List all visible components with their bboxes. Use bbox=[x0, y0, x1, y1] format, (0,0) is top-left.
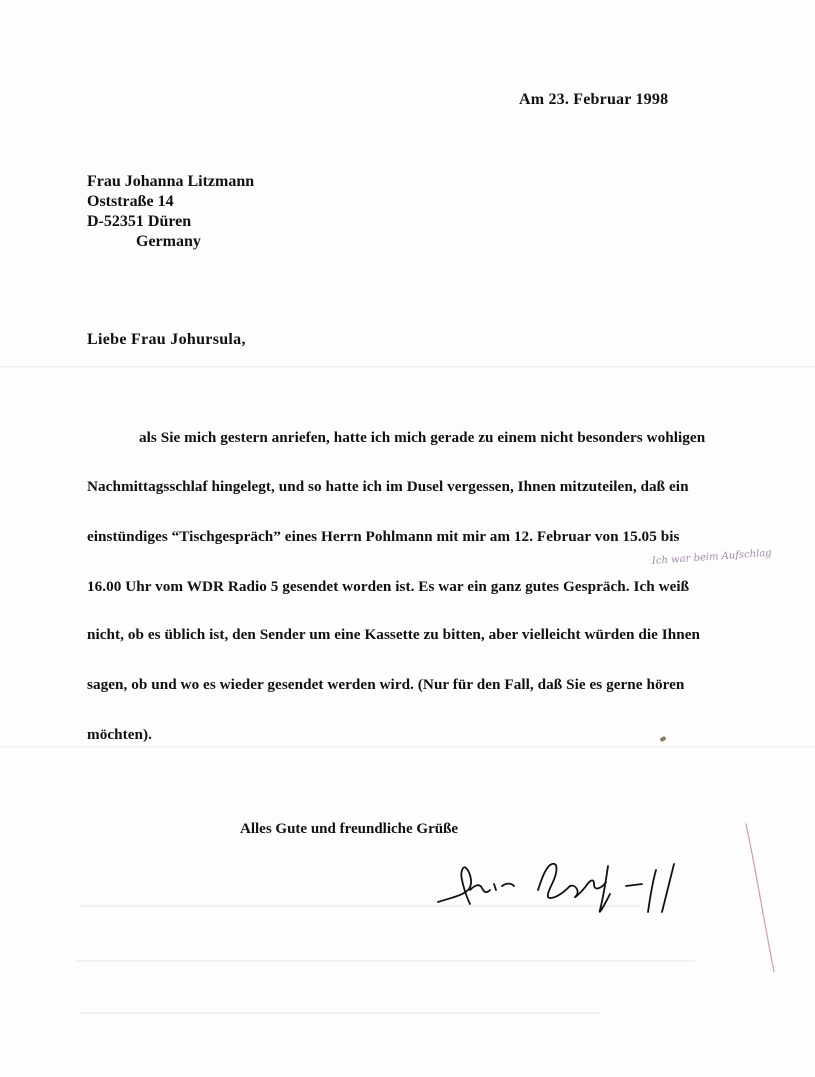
recipient-street: Oststraße 14 bbox=[87, 193, 174, 210]
salutation: Liebe Frau Johursula, bbox=[87, 331, 246, 348]
body-line: nicht, ob es üblich ist, den Sender um eine Kassette zu bitten, aber vielleicht würden die Ihnen bbox=[87, 626, 701, 643]
body-line: als Sie mich gestern anriefen, hatte ich mich gerade zu einem nicht besonders wohligen bbox=[139, 429, 706, 446]
paper-speck bbox=[659, 736, 666, 742]
body-line: möchten). bbox=[87, 726, 152, 743]
recipient-address bbox=[87, 172, 254, 252]
recipient-country: Germany bbox=[136, 233, 201, 250]
body-line: Nachmittagsschlaf hingelegt, und so hatte ich im Dusel vergessen, Ihnen mitzuteilen, daß ein bbox=[87, 478, 689, 495]
closing-line: Alles Gute und freundliche Grüße bbox=[240, 821, 459, 837]
body-line: sagen, ob und wo es wieder gesendet werden wird. (Nur für den Fall, daß Sie es gerne hören bbox=[87, 676, 685, 693]
handwritten-margin-note: Ich war beim Aufschlag bbox=[651, 547, 773, 567]
body-line: 16.00 Uhr vom WDR Radio 5 gesendet worden ist. Es war ein ganz gutes Gespräch. Ich weiß bbox=[87, 578, 690, 595]
recipient-name: Frau Johanna Litzmann bbox=[87, 173, 255, 190]
fold-line-bottom bbox=[0, 746, 815, 748]
handwritten-signature bbox=[430, 850, 720, 920]
fold-line-top bbox=[0, 366, 815, 368]
letter-date: Am 23. Februar 1998 bbox=[519, 91, 669, 108]
bleed-through-mark bbox=[75, 960, 695, 962]
recipient-city: D-52351 Düren bbox=[87, 213, 192, 230]
body-line: einstündiges “Tischgespräch” eines Herrn Pohlmann mit mir am 12. Februar von 15.05 bis bbox=[87, 528, 680, 545]
pencil-mark bbox=[740, 820, 780, 980]
bleed-through-mark bbox=[80, 1012, 600, 1014]
